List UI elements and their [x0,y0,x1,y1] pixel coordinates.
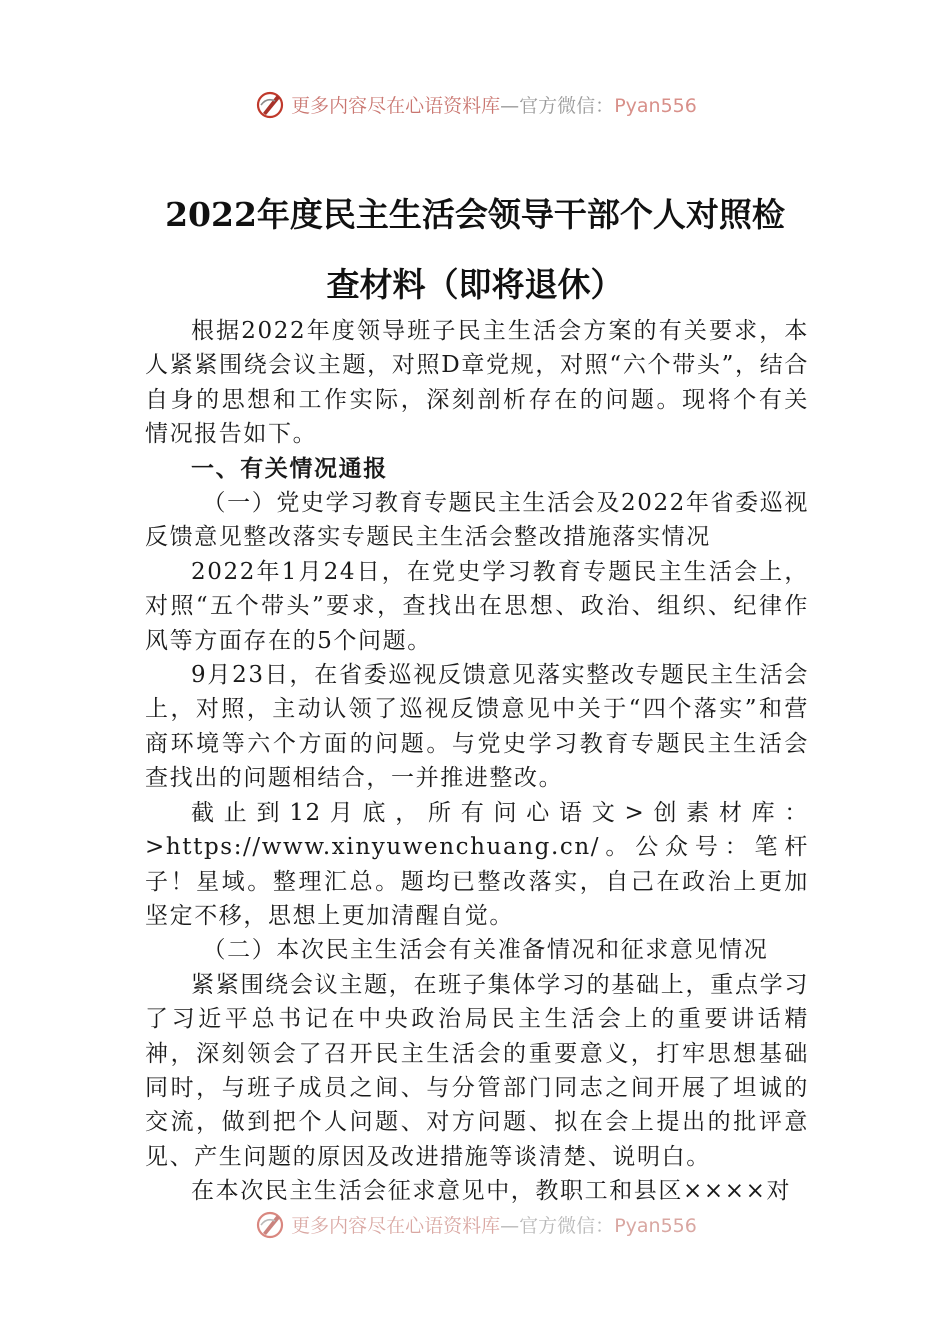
watermark-text [291,91,697,118]
header-watermark [0,84,950,124]
subsection-heading-1: （一）党史学习教育专题民主生活会及2022年省委巡视反馈意见整改落实专题民主生活会整改措施落实情况 [145,490,809,551]
footer-watermark-gray-text: —官方微信： [500,1214,615,1237]
pen-logo-icon [253,1207,287,1241]
paragraph-jan-24: 2022年1月24日，在党史学习教育专题民主生活会上，对照“五个带头”要求，查找出在思想、政治、组织、纪律作风等方面存在的5个问题。 [145,558,809,654]
paragraph-preparation: 紧紧围绕会议主题，在班子集体学习的基础上，重点学习了习近平总书记在中央政治局民主生活会上的重要讲话精神，深刻领会了召开民主生活会的重要意义，打牢思想基础同时，与班子成员之间、与分管部门同志之间开展了坦诚的交流，做到把个人问题、对方问题、拟在会上提出的批评意见、产生问题的原因及改进措施等谈清楚、说明白。 [145,971,809,1170]
paragraph-opinions: 在本次民主生活会征求意见中，教职工和县区××××对 [191,1178,792,1205]
pen-logo-icon [253,87,287,121]
footer-watermark-red-text: 更多内容尽在心语资料库 [291,1214,501,1237]
title-line-1: 2022年度民主生活会领导干部个人对照检 [165,195,785,234]
section-heading-1: 一、有关情况通报 [191,455,388,482]
title-line-2: 查材料（即将退休） [326,265,624,304]
footer-watermark-id-text: Pyan556 [614,1214,697,1237]
footer-watermark-text [291,1211,697,1238]
watermark-id-text: Pyan556 [614,94,697,117]
watermark-red-text: 更多内容尽在心语资料库 [291,94,501,117]
paragraph-intro: 根据2022年度领导班子民主生活会方案的有关要求，本人紧紧围绕会议主题，对照D章党规，对照“六个带头”，结合自身的思想和工作实际，深刻剖析存在的问题。现将个有关情况报告如下。 [145,318,809,448]
footer-watermark [0,1204,950,1244]
document-body [145,314,809,1209]
paragraph-sep-23: 9月23日，在省委巡视反馈意见落实整改专题民主生活会上，对照，主动认领了巡视反馈意见中关于“四个落实”和营商环境等六个方面的问题。与党史学习教育专题民主生活会查找出的问题相结合，一并推进整改。 [145,662,809,792]
document-title [130,180,820,320]
paragraph-dec-status: 截止到12月底，所有问心语文>创素材库：>https://www.xinyuwenchuang.cn/。公众号：笔杆子！星域。整理汇总。题均已整改落实，自己在政治上更加坚定不移，思想上更加清醒自觉。 [145,799,809,929]
subsection-heading-2: （二）本次民主生活会有关准备情况和征求意见情况 [202,937,769,964]
watermark-gray-text: —官方微信： [500,94,615,117]
